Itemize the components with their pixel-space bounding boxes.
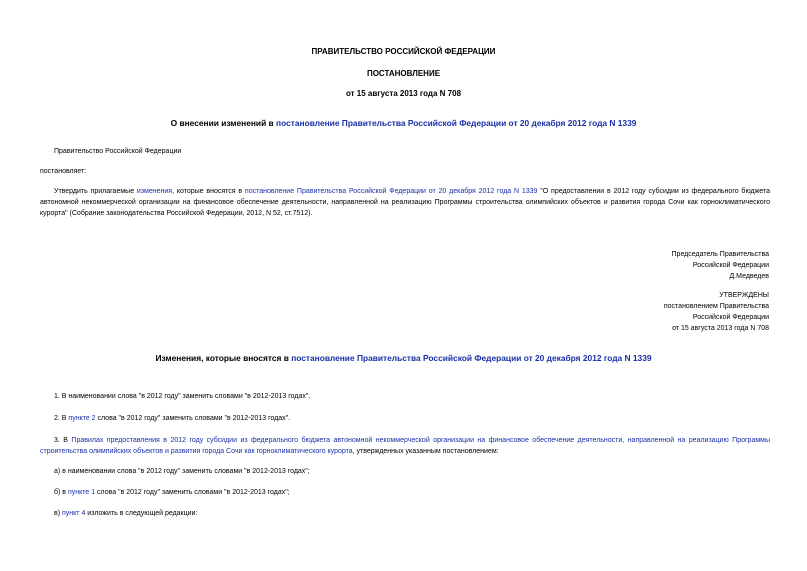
signature-line-2: Российской Федерации [692,262,769,269]
approval-stamp [664,290,769,334]
approval-line-4: от 15 августа 2013 года N 708 [672,325,769,332]
signature-line-1: Председатель Правительства [671,251,769,258]
link-point-4[interactable]: пункт 4 [62,510,86,517]
item-3v-text-b: изложить в следующей редакции: [85,510,198,517]
item-3b-text-b: слова "в 2012 году" заменить словами "в 2012-2013 годах"; [95,489,290,496]
preamble-resolves: постановляет: [40,168,87,175]
changes-title [0,353,807,363]
document-date-number: от 15 августа 2013 года N 708 [345,89,462,98]
item-3b-text-a: б) в [54,489,68,496]
item-1: 1. В наименовании слова "в 2012 году" заменить словами "в 2012-2013 годах". [54,393,311,400]
item-3v-text-a: в) [54,510,62,517]
approve-text-3: "О предоставлении в 2012 году субсидии из федерального бюджета автономной некоммерческой организации на финансовое обеспечение деятельности, направленной на реализацию Программы строительства олимпийских объектов и развития города Сочи как горноклиматического курорта" (Собрание законодательства Российской Федерации, 2012, N 52, ст.7512). [40,188,770,217]
link-rules[interactable]: Правилах предоставления в 2012 году субсидии из федерального бюджета автономной некоммерческой организации на финансовое обеспечение деятельности, направленной на реализацию Программы строительства олимпийских объектов и развития города Сочи как горноклиматического курорта [40,437,770,455]
title-prefix: О внесении изменений в [170,118,277,128]
link-changes[interactable]: изменения [136,188,173,195]
item-3-text-a: 3. В [54,437,72,444]
approval-line-3: Российской Федерации [692,314,769,321]
approval-line-1: УТВЕРЖДЕНЫ [719,292,769,299]
signature-line-3: Д.Медведев [729,273,769,280]
preamble-government: Правительство Российской Федерации [54,148,182,155]
item-2-text-b: слова "в 2012 году" заменить словами "в 2012-2013 годах". [95,415,291,422]
title-link-resolution-1339[interactable]: постановление Правительства Российской Федерации от 20 декабря 2012 года N 1339 [276,118,637,128]
changes-title-link[interactable]: постановление Правительства Российской Федерации от 20 декабря 2012 года N 1339 [291,353,652,363]
document-title [0,118,807,128]
item-3v [54,508,784,519]
item-2-text-a: 2. В [54,415,69,422]
approve-text-1: Утвердить прилагаемые [54,188,137,195]
approval-line-2: постановлением Правительства [663,303,769,310]
item-3-text-b: , утвержденных указанным постановлением: [352,448,499,455]
changes-title-prefix: Изменения, которые вносятся в [155,353,292,363]
approve-paragraph [40,186,770,219]
approve-text-2: , которые вносятся в [172,188,245,195]
document-type: ПОСТАНОВЛЕНИЕ [366,69,441,78]
item-3b [54,487,784,498]
item-3a: а) в наименовании слова "в 2012 году" заменить словами "в 2012-2013 годах"; [54,468,310,475]
link-point-1[interactable]: пункте 1 [67,489,96,496]
link-resolution-1339[interactable]: постановление Правительства Российской Федерации от 20 декабря 2012 года N 1339 [244,188,538,195]
link-point-2[interactable]: пункте 2 [68,415,96,422]
signature-block [672,249,769,282]
government-header: ПРАВИТЕЛЬСТВО РОССИЙСКОЙ ФЕДЕРАЦИИ [311,47,496,56]
item-3 [40,435,770,457]
item-2 [54,413,784,424]
